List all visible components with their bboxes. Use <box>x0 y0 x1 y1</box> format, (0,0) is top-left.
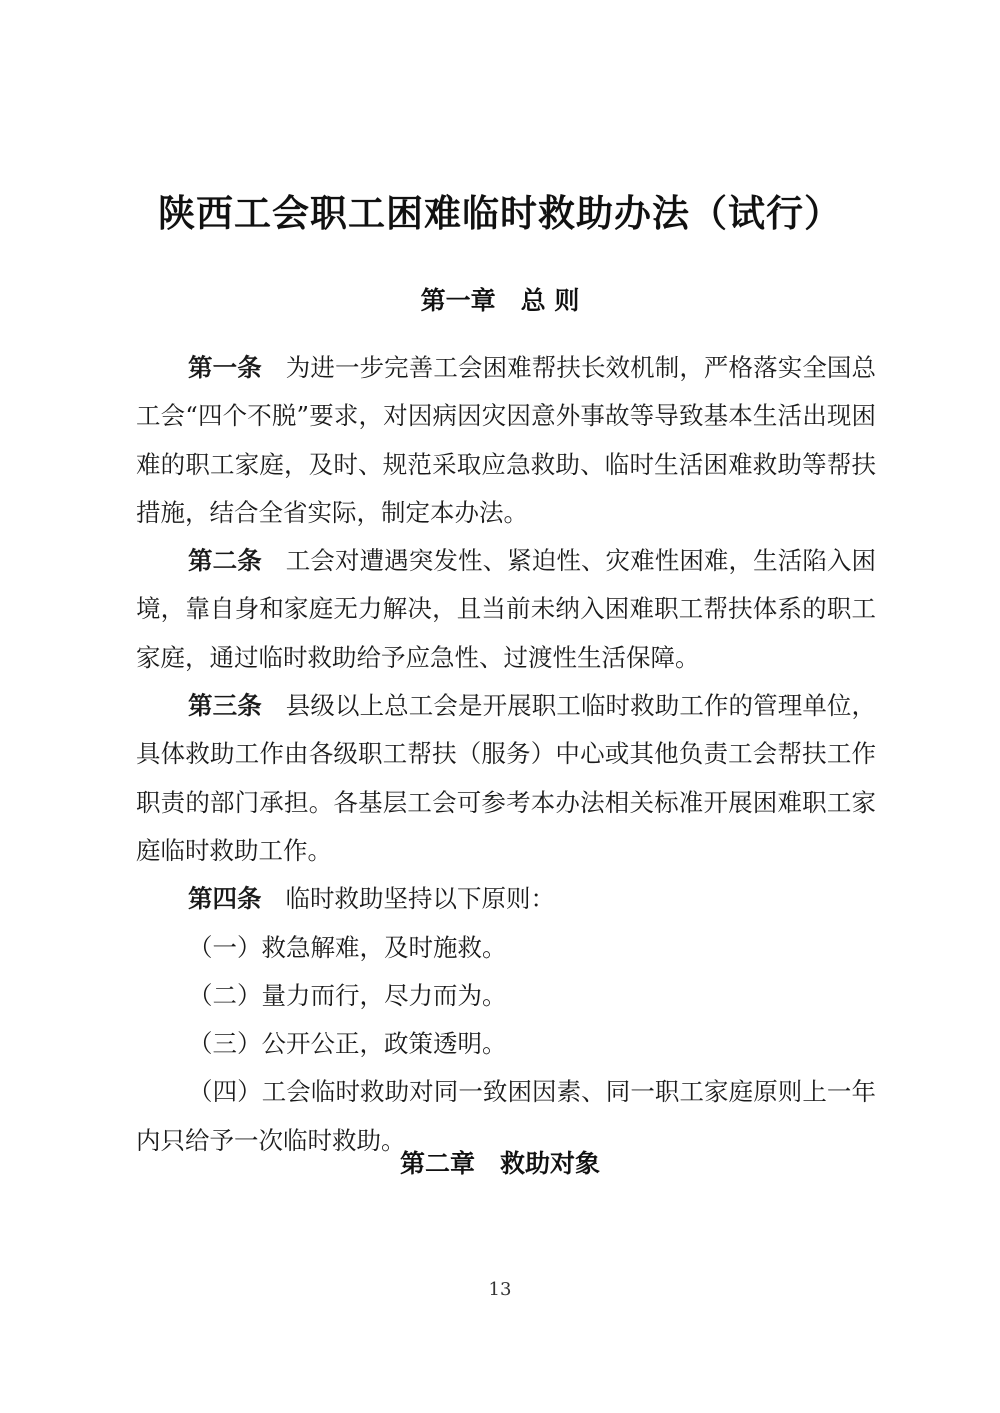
article-label: 第四条 <box>188 884 262 914</box>
article-label: 第二条 <box>188 546 262 576</box>
article-label: 第一条 <box>188 353 262 382</box>
document-title: 陕西工会职工困难临时救助办法（试行） <box>158 192 842 235</box>
chapter-heading-2: 第二章 救助对象 <box>399 1149 600 1178</box>
article-text: 工会对遭遇突发性、紧迫性、灾难性困难，生活陷入困境，靠自身和家庭无力解决，且当前未纳入困难职工帮扶体系的职工家庭，通过临时救助给予应急性、过渡性生活保障。 <box>136 546 877 672</box>
article-2 <box>136 537 876 682</box>
document-body <box>136 344 876 1165</box>
article-3 <box>136 682 876 875</box>
article-1 <box>136 344 876 537</box>
principle-item: （一）救急解难，及时施救。 <box>188 932 507 962</box>
chapter-heading-1: 第一章 总 则 <box>420 286 580 315</box>
article-text: 县级以上总工会是开展职工临时救助工作的管理单位，具体救助工作由各级职工帮扶（服务）中心或其他负责工会帮扶工作职责的部门承担。各基层工会可参考本办法相关标准开展困难职工家庭临时救助工作。 <box>136 691 877 865</box>
article-text: 为进一步完善工会困难帮扶长效机制，严格落实全国总工会“四个不脱”要求，对因病因灾因意外事故等导致基本生活出现困难的职工家庭，及时、规范采取应急救助、临时生活困难救助等帮扶措施，结合全省实际，制定本办法。 <box>136 353 877 527</box>
page-number: 13 <box>488 1279 512 1300</box>
principle-item: （二）量力而行，尽力而为。 <box>188 980 507 1010</box>
article-4 <box>136 875 876 923</box>
article-text: 临时救助坚持以下原则： <box>285 884 555 914</box>
article-label: 第三条 <box>188 691 262 721</box>
principle-item: （三）公开公正，政策透明。 <box>188 1029 507 1059</box>
principle-item: （四）工会临时救助对同一致困因素、同一职工家庭原则上一年内只给予一次临时救助。 <box>136 1077 876 1155</box>
